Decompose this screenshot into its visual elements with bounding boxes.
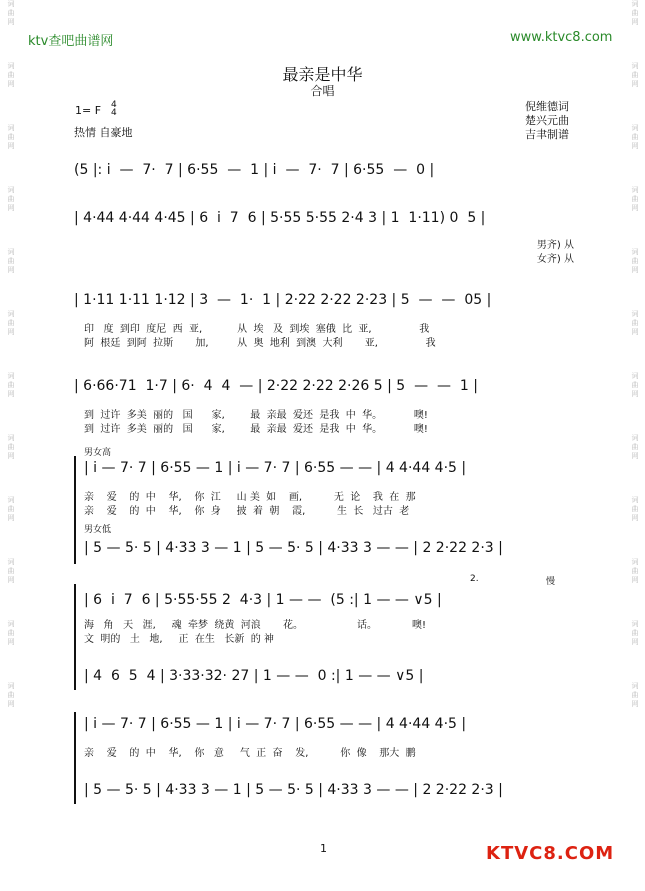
- side-watermark-right: 词 曲 网 词 曲 网 词 曲 网 词 曲 网 词 曲 网 词 曲 网 词 曲 网 词 曲 网 词 曲 网 词 曲 网 词 曲 网 词 曲 网: [631, 0, 639, 708]
- side-watermark-left: 词 曲 网 词 曲 网 词 曲 网 词 曲 网 词 曲 网 词 曲 网 词 曲 网 词 曲 网 词 曲 网 词 曲 网 词 曲 网 词 曲 网: [7, 0, 15, 708]
- song-title: 最亲是中华: [282, 65, 363, 84]
- key-signature: 1= F: [75, 104, 102, 117]
- lyric-line: 男齐) 从: [536, 240, 574, 251]
- score-system: [74, 782, 572, 806]
- notation-line: | 5 — 5· 5 | 4·33 3 — 1 | 5 — 5· 5 | 4·33 3 — — | 2 2·22 2·3 |: [84, 540, 503, 556]
- time-signature: 4 4: [111, 100, 117, 118]
- site-name-left[interactable]: ktv查吧曲谱网: [28, 34, 114, 49]
- notation-line: | 1·11 1·11 1·12 | 3 — 1· 1 | 2·22 2·22 2·23 | 5 — — 05 |: [74, 292, 492, 308]
- lyric-line: 到 过许 多美 丽的 国 家, 最 亲最 爱还 是我 中 华。 噢!: [84, 424, 428, 435]
- arranger: 吉聿制谱: [525, 128, 569, 141]
- score-system: [74, 716, 572, 766]
- lyric-line: 印 度 到印 度尼 西 亚, 从 埃 及 到埃 塞俄 比 亚, 我: [84, 324, 430, 335]
- notation-line: | 5 — 5· 5 | 4·33 3 — 1 | 5 — 5· 5 | 4·33 3 — — | 2 2·22 2·3 |: [84, 782, 503, 798]
- notation-line: | 6 i 7 6 | 5·55·55 2 4·3 | 1 — — (5 :| 1 — — ∨5 |: [84, 592, 442, 608]
- composer: 楚兴元曲: [525, 114, 569, 127]
- score-system: [74, 460, 572, 520]
- score-system: [74, 378, 572, 448]
- lyric-line: 阿 根廷 到阿 拉斯 加, 从 奥 地利 到澳 大利 亚, 我: [84, 338, 436, 349]
- song-subtitle: 合唱: [310, 84, 335, 98]
- score-system: [74, 210, 572, 270]
- site-logo: KTVC8.COM: [486, 843, 615, 864]
- score-system: [74, 540, 572, 564]
- score-system: [74, 668, 572, 692]
- lyric-line: 到 过许 多美 丽的 国 家, 最 亲最 爱还 是我 中 华。 噢!: [84, 410, 428, 421]
- lyric-line: 亲 爱 的 中 华, 你 意 气 正 奋 发, 你 像 那大 鹏: [84, 748, 416, 759]
- lyricist: 倪维德词: [525, 100, 569, 113]
- score-system: [74, 592, 572, 652]
- notation-line: | i — 7· 7 | 6·55 — 1 | i — 7· 7 | 6·55 — — | 4 4·44 4·5 |: [84, 460, 467, 476]
- voice-label: 男女低: [84, 525, 112, 535]
- lyric-line: 女齐) 从: [536, 254, 574, 265]
- page-number: 1: [320, 842, 327, 855]
- site-url-right[interactable]: www.ktvc8.com: [510, 30, 613, 45]
- score-system: [74, 162, 572, 202]
- tempo-mark: 慢: [546, 577, 556, 587]
- lyric-line: 海 角 天 涯, 魂 牵梦 绕黄 河浪 花。 话。 噢!: [84, 620, 427, 631]
- lyric-line: 亲 爱 的 中 华, 你 江 山 美 如 画, 无 论 我 在 那: [84, 492, 416, 503]
- notation-line: | i — 7· 7 | 6·55 — 1 | i — 7· 7 | 6·55 — — | 4 4·44 4·5 |: [84, 716, 467, 732]
- notation-line: | 6·66·71 1·7 | 6· 4 4 — | 2·22 2·22 2·26 5 | 5 — — 1 |: [74, 378, 478, 394]
- voice-label: 男女高: [84, 448, 112, 458]
- lyric-line: 亲 爱 的 中 华, 你 身 披 着 朝 霞, 生 长 过古 老: [84, 506, 410, 517]
- volta-mark: 2.: [470, 574, 479, 584]
- tempo-mood: 热情 自豪地: [74, 126, 133, 139]
- score-system: [74, 292, 572, 362]
- lyric-line: 文 明的 土 地, 正 在生 长新 的 神: [84, 634, 274, 645]
- notation-line: | 4 6 5 4 | 3·33·32· 27 | 1 — — 0 :| 1 — — ∨5 |: [84, 668, 424, 684]
- notation-line: | 4·44 4·44 4·45 | 6 i 7 6 | 5·55 5·55 2·4 3 | 1 1·11) 0 5 |: [74, 210, 486, 226]
- credits: [525, 100, 569, 142]
- notation-line: (5 |: i — 7· 7 | 6·55 — 1 | i — 7· 7 | 6·55 — 0 |: [74, 162, 435, 178]
